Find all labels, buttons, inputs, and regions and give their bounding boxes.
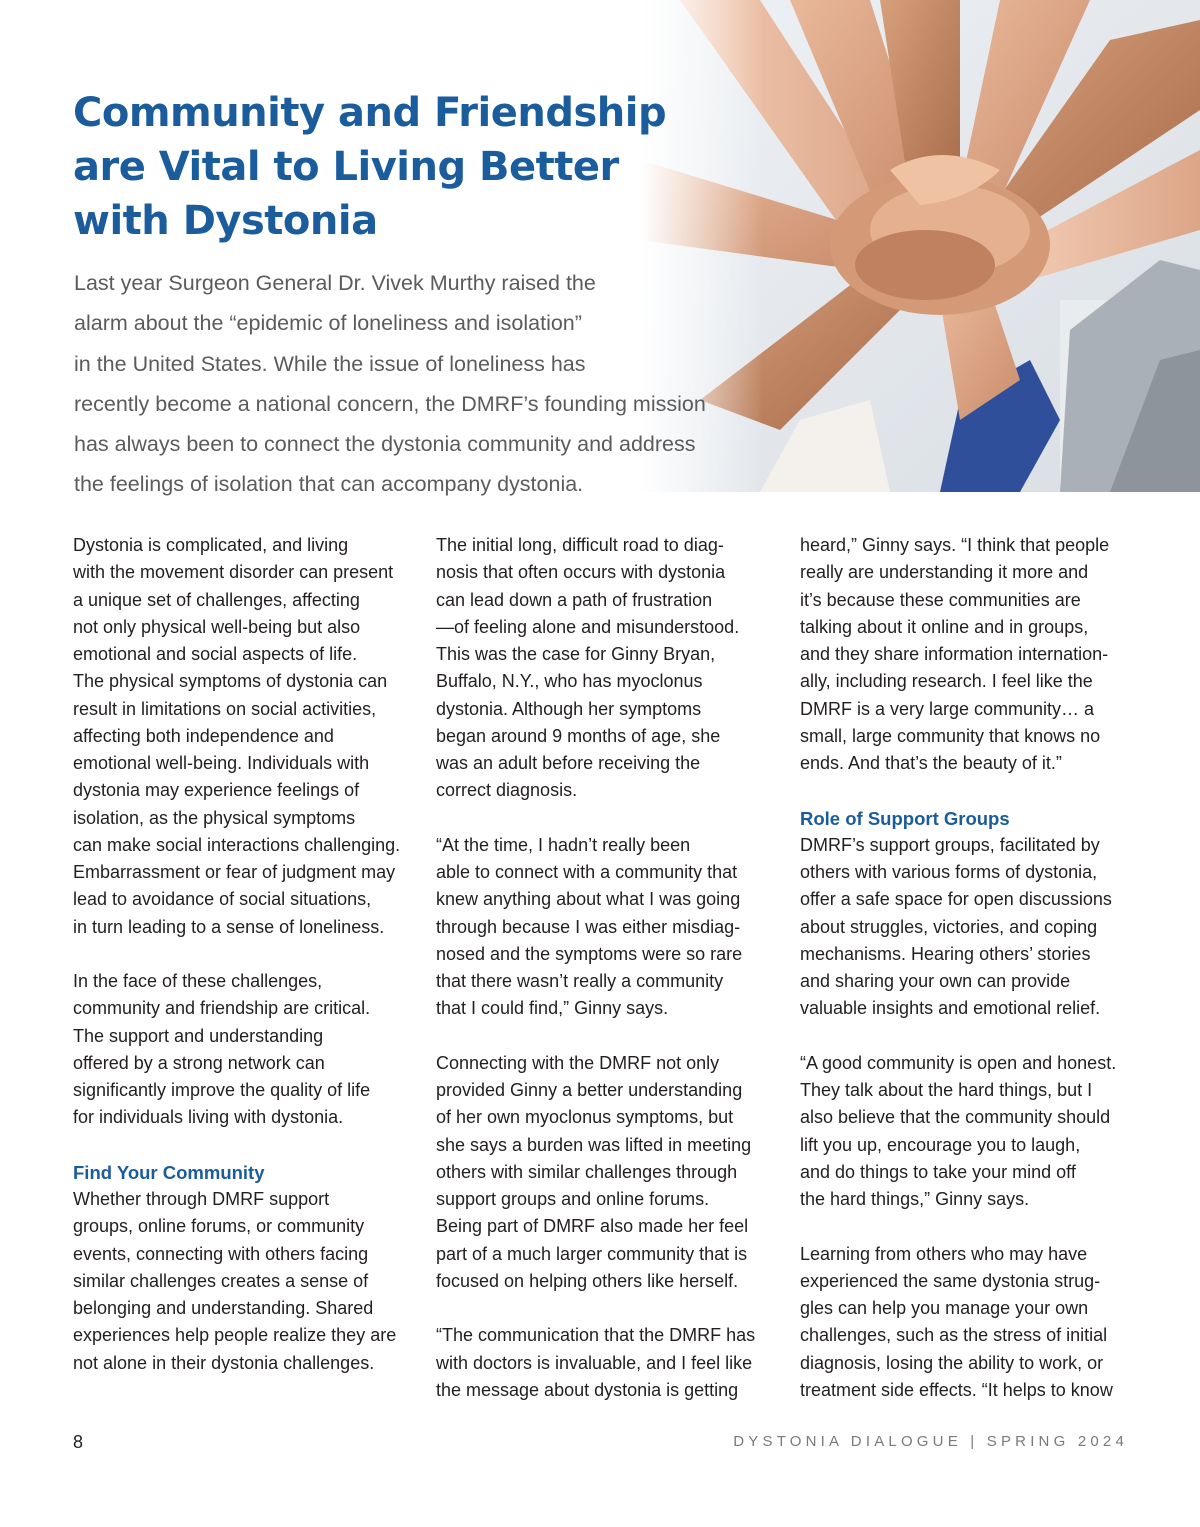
text-line: Buffalo, N.Y., who has myoclonus — [436, 671, 703, 692]
paragraph — [73, 1186, 418, 1377]
headline-line: with Dystonia — [73, 198, 378, 244]
body-column-1 — [73, 532, 418, 1377]
text-line: and do things to take your mind off — [800, 1161, 1076, 1182]
text-line: heard,” Ginny says. “I think that people — [800, 535, 1110, 555]
text-line: “A good community is open and honest. — [800, 1052, 1117, 1073]
running-footer-title: DYSTONIA DIALOGUE | SPRING 2024 — [733, 1433, 1128, 1450]
text-line: provided Ginny a better understanding — [436, 1080, 743, 1100]
text-line: diagnosis, losing the ability to work, or — [800, 1352, 1104, 1373]
text-line: Embarrassment or fear of judgment may — [73, 862, 396, 882]
text-line: and they share information internation- — [800, 644, 1109, 664]
text-line: —of feeling alone and misunderstood. — [436, 616, 740, 637]
paragraph — [800, 1241, 1145, 1405]
intro-line: Last year Surgeon General Dr. Vivek Murthy raised the — [74, 271, 596, 295]
text-line: similar challenges creates a sense of — [73, 1270, 369, 1291]
text-line: The physical symptoms of dystonia can — [73, 671, 388, 692]
text-line: focused on helping others like herself. — [436, 1270, 739, 1291]
paragraph — [436, 832, 781, 1023]
text-line: with doctors is invaluable, and I feel like — [436, 1352, 753, 1373]
text-line: a unique set of challenges, affecting — [73, 589, 360, 610]
text-line: isolation, as the physical symptoms — [73, 807, 356, 828]
text-line: DMRF is a very large community… a — [800, 698, 1095, 719]
text-line: offered by a strong network can — [73, 1052, 325, 1073]
text-line: Dystonia is complicated, and living — [73, 535, 349, 555]
text-line: others with similar challenges through — [436, 1161, 738, 1182]
text-line: mechanisms. Hearing others’ stories — [800, 943, 1091, 964]
text-line: offer a safe space for open discussions — [800, 889, 1112, 910]
paragraph — [436, 1322, 781, 1404]
text-line: Being part of DMRF also made her feel — [436, 1216, 749, 1237]
text-line: gles can help you manage your own — [800, 1298, 1089, 1318]
text-line: significantly improve the quality of life — [73, 1080, 371, 1100]
text-line: part of a much larger community that is — [436, 1243, 748, 1264]
text-line: lift you up, encourage you to laugh, — [800, 1134, 1081, 1155]
paragraph — [800, 532, 1145, 777]
text-line: experienced the same dystonia strug- — [800, 1270, 1101, 1291]
text-line: dystonia may experience feelings of — [73, 780, 360, 801]
text-line: events, connecting with others facing — [73, 1243, 369, 1264]
text-line: This was the case for Ginny Bryan, — [436, 644, 716, 664]
text-line: it’s because these communities are — [800, 589, 1081, 610]
text-line: knew anything about what I was going — [436, 889, 741, 910]
text-line: ends. And that’s the beauty of it.” — [800, 753, 1062, 773]
paragraph — [436, 532, 781, 805]
body-column-2 — [436, 532, 781, 1404]
intro-line: alarm about the “epidemic of loneliness and isolation” — [74, 311, 582, 336]
subheading-role-of-support-groups: Role of Support Groups — [800, 807, 1010, 829]
text-line: in turn leading to a sense of loneliness. — [73, 916, 385, 937]
paragraph — [800, 832, 1145, 1023]
text-line: with the movement disorder can present — [73, 562, 394, 583]
text-line: The initial long, difficult road to diag- — [436, 535, 724, 555]
text-line: that there wasn’t really a community — [436, 971, 724, 991]
text-line: the hard things,” Ginny says. — [800, 1189, 1030, 1209]
text-line: was an adult before receiving the — [436, 753, 701, 773]
text-line: In the face of these challenges, — [73, 971, 323, 991]
text-line: the message about dystonia is getting — [436, 1379, 739, 1400]
text-line: about struggles, victories, and coping — [800, 916, 1098, 937]
page-number: 8 — [73, 1432, 84, 1452]
text-line: “At the time, I hadn’t really been — [436, 834, 691, 855]
text-line: experiences help people realize they are — [73, 1325, 397, 1346]
paragraph — [436, 1050, 781, 1295]
intro-line: the feelings of isolation that can accompany dystonia. — [74, 472, 584, 497]
text-line: Learning from others who may have — [800, 1243, 1088, 1264]
article-intro — [74, 263, 774, 505]
article-headline — [73, 86, 693, 248]
text-line: Connecting with the DMRF not only — [436, 1052, 720, 1073]
text-line: treatment side effects. “It helps to know — [800, 1379, 1113, 1400]
text-line: she says a burden was lifted in meeting — [436, 1134, 752, 1155]
text-line: that I could find,” Ginny says. — [436, 998, 669, 1019]
paragraph — [800, 1050, 1145, 1214]
text-line: small, large community that knows no — [800, 725, 1101, 746]
headline-line: are Vital to Living Better — [73, 144, 619, 190]
text-line: of her own myoclonus symptoms, but — [436, 1107, 734, 1128]
text-line: ally, including research. I feel like the — [800, 671, 1093, 692]
subheading-find-your-community: Find Your Community — [73, 1161, 265, 1183]
intro-line: has always been to connect the dystonia community and address — [74, 432, 696, 457]
text-line: valuable insights and emotional relief. — [800, 998, 1101, 1019]
text-line: really are understanding it more and — [800, 562, 1089, 583]
text-line: The support and understanding — [73, 1025, 324, 1046]
paragraph — [73, 968, 418, 1132]
text-line: can lead down a path of frustration — [436, 589, 713, 610]
text-line: challenges, such as the stress of initial — [800, 1325, 1108, 1346]
text-line: can make social interactions challenging. — [73, 834, 401, 855]
text-line: Whether through DMRF support — [73, 1189, 330, 1209]
intro-line: in the United States. While the issue of loneliness has — [74, 351, 586, 376]
text-line: began around 9 months of age, she — [436, 725, 721, 746]
intro-line: recently become a national concern, the DMRF’s founding mission — [74, 391, 706, 416]
text-line: emotional and social aspects of life. — [73, 644, 358, 664]
text-line: support groups and online forums. — [436, 1189, 710, 1209]
text-line: dystonia. Although her symptoms — [436, 698, 702, 719]
text-line: DMRF’s support groups, facilitated by — [800, 834, 1100, 855]
text-line: lead to avoidance of social situations, — [73, 889, 372, 910]
body-column-3 — [800, 532, 1145, 1404]
text-line: belonging and understanding. Shared — [73, 1298, 374, 1318]
text-line: not only physical well-being but also — [73, 616, 361, 637]
text-line: also believe that the community should — [800, 1107, 1111, 1128]
text-line: result in limitations on social activities, — [73, 698, 377, 719]
text-line: able to connect with a community that — [436, 862, 738, 882]
text-line: “The communication that the DMRF has — [436, 1325, 756, 1346]
text-line: correct diagnosis. — [436, 780, 578, 801]
text-line: emotional well-being. Individuals with — [73, 753, 370, 773]
text-line: affecting both independence and — [73, 725, 334, 746]
paragraph — [73, 532, 418, 941]
text-line: for individuals living with dystonia. — [73, 1107, 344, 1128]
text-line: others with various forms of dystonia, — [800, 862, 1098, 882]
text-line: nosed and the symptoms were so rare — [436, 943, 743, 964]
text-line: not alone in their dystonia challenges. — [73, 1352, 375, 1373]
text-line: groups, online forums, or community — [73, 1216, 365, 1237]
headline-line: Community and Friendship — [73, 90, 667, 136]
text-line: and sharing your own can provide — [800, 971, 1071, 991]
text-line: through because I was either misdiag- — [436, 916, 741, 937]
text-line: community and friendship are critical. — [73, 998, 371, 1019]
text-line: They talk about the hard things, but I — [800, 1080, 1093, 1100]
text-line: nosis that often occurs with dystonia — [436, 562, 726, 583]
text-line: talking about it online and in groups, — [800, 616, 1089, 637]
